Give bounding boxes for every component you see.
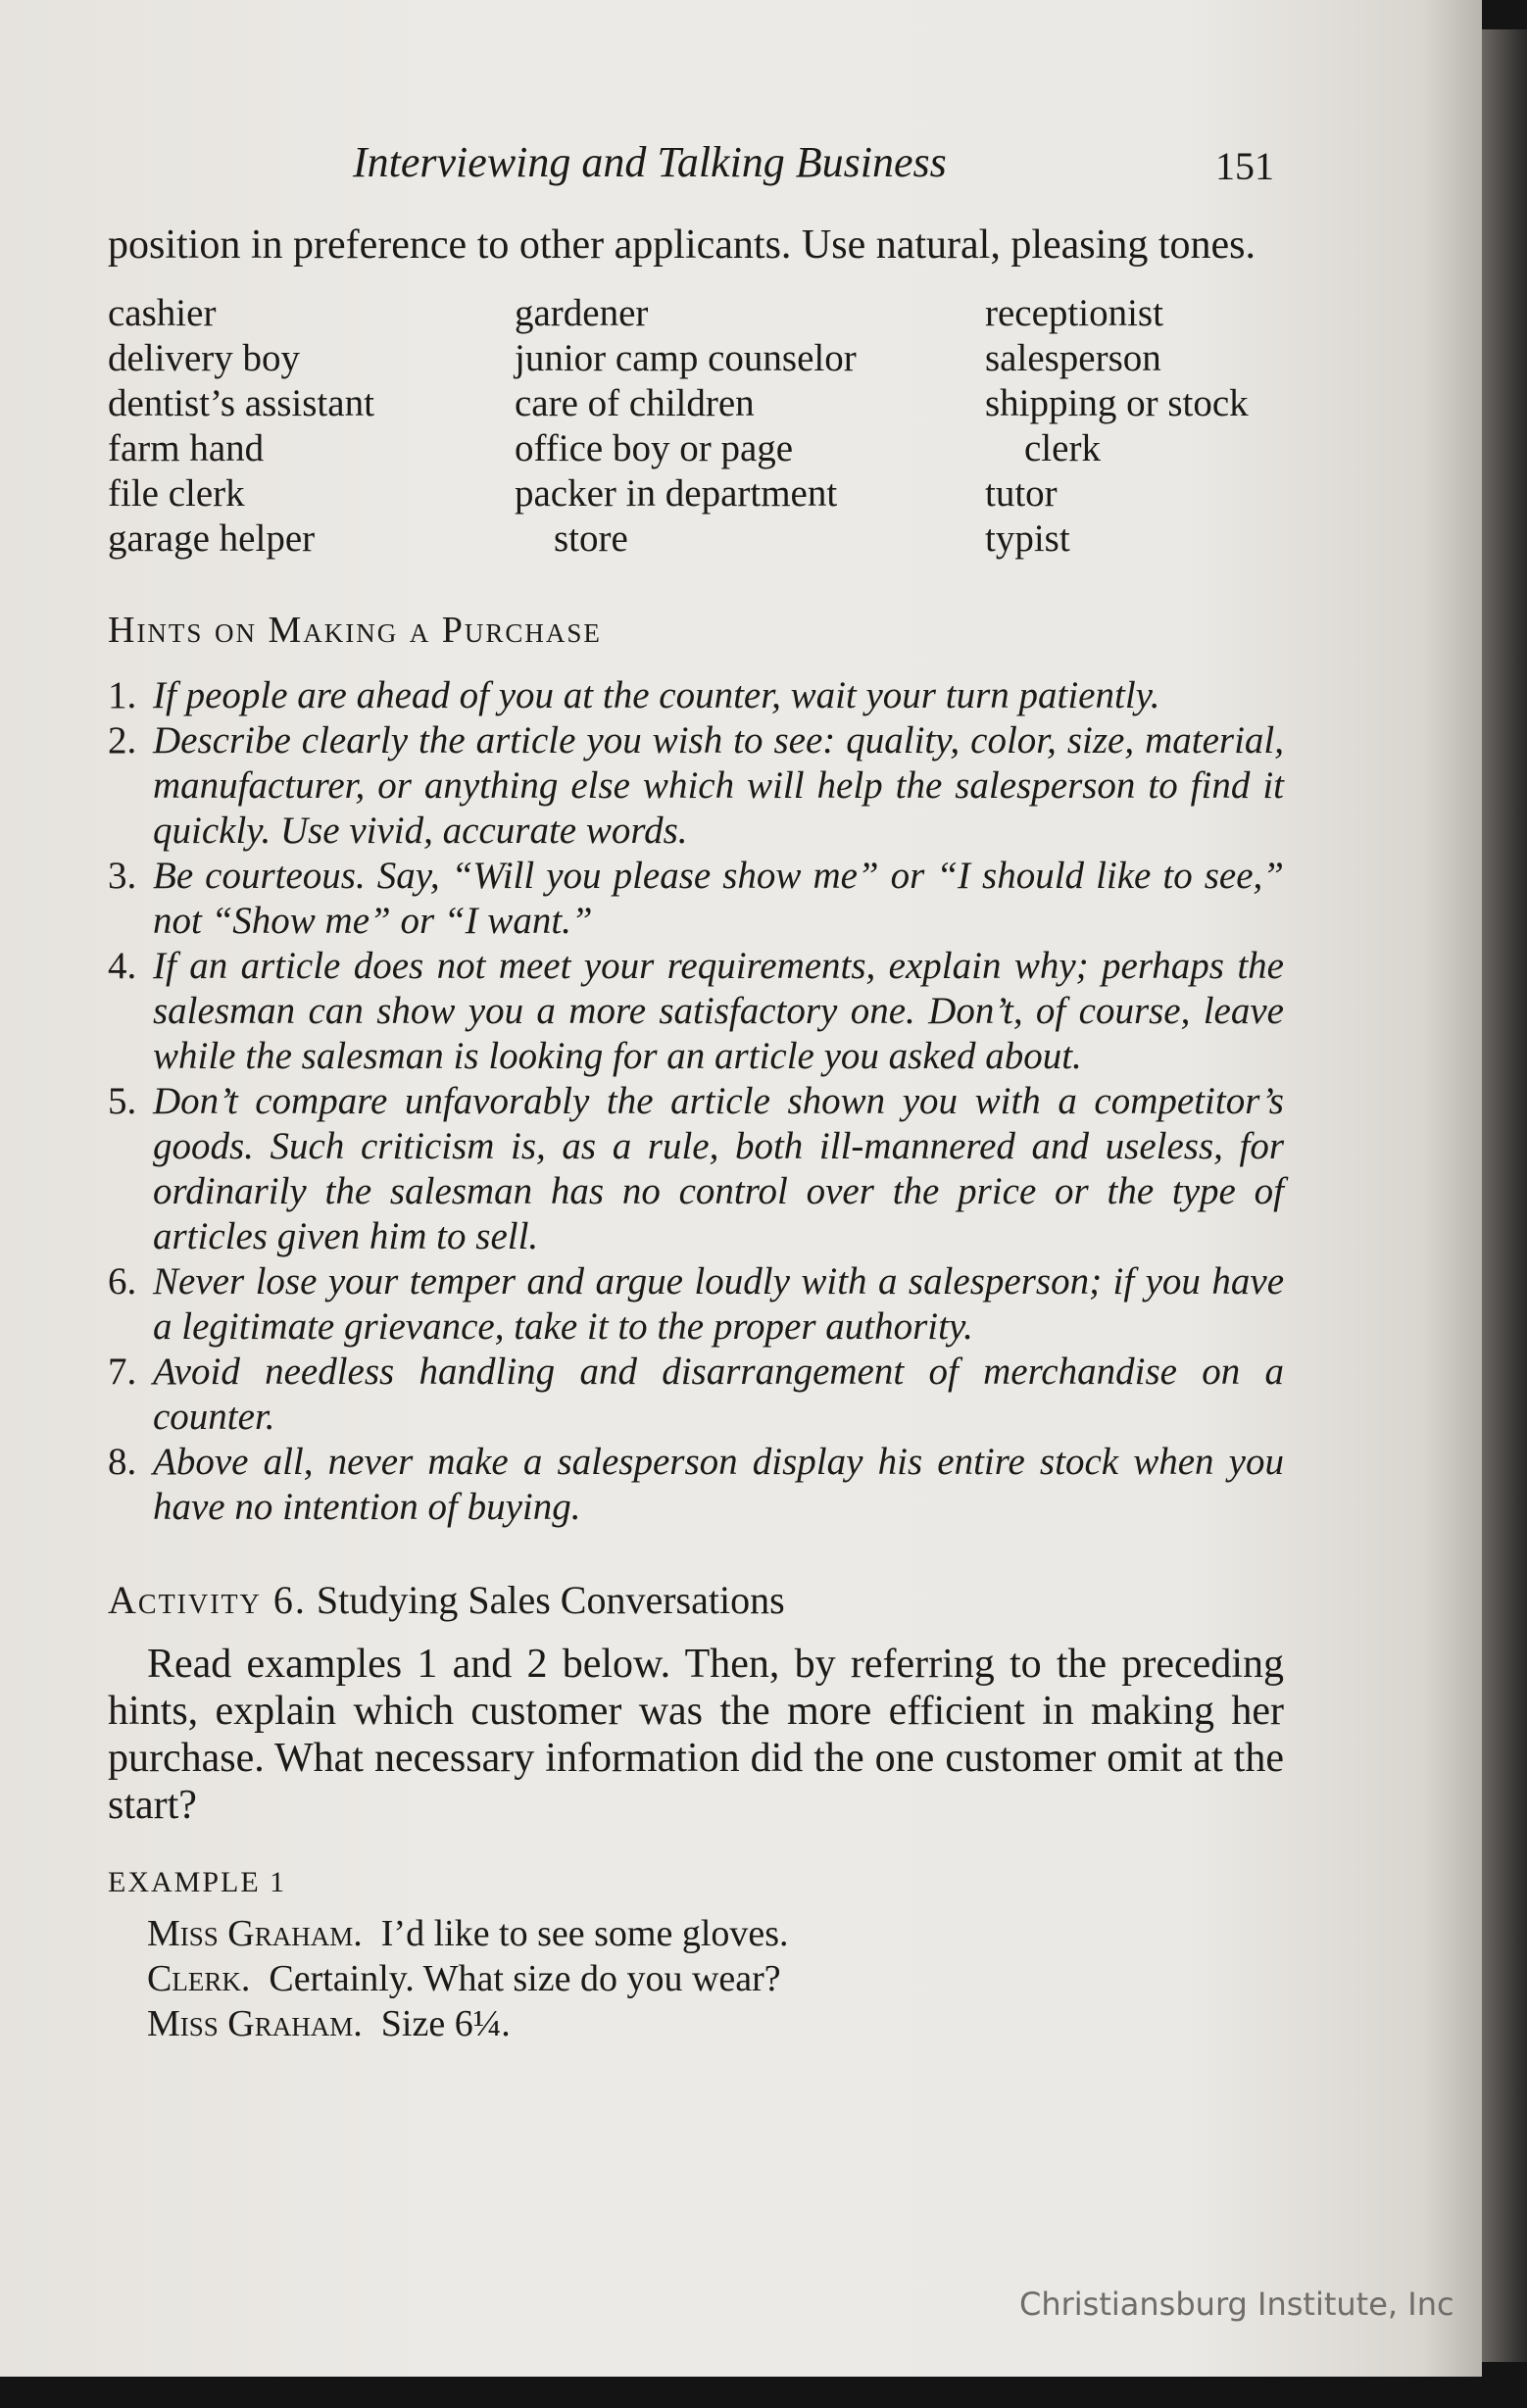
job-item: farm hand bbox=[108, 427, 265, 469]
running-title: Interviewing and Talking Business bbox=[353, 138, 947, 186]
activity-heading bbox=[108, 1577, 1284, 1623]
hint-number: 8. bbox=[108, 1441, 137, 1483]
example-dialog bbox=[108, 1911, 1284, 2046]
page-number: 151 bbox=[1215, 144, 1274, 188]
hint-number: 4. bbox=[108, 945, 137, 987]
job-item: junior camp counselor bbox=[515, 337, 857, 379]
dialog-speaker: Miss Graham. bbox=[147, 2003, 363, 2044]
job-item: gardener bbox=[515, 292, 649, 334]
dialog-speaker: Clerk. bbox=[147, 1958, 251, 1999]
dialog-text: Size 6¼. bbox=[380, 2003, 511, 2044]
job-item: cashier bbox=[108, 292, 217, 334]
job-item: salesperson bbox=[985, 337, 1161, 379]
job-column-2 bbox=[515, 291, 985, 562]
hint-text: Never lose your temper and argue loudly with a salesperson; if you have a legitimate grievance, take it to the proper authority. bbox=[153, 1260, 1284, 1348]
job-column-3 bbox=[985, 291, 1279, 562]
example-label: EXAMPLE 1 bbox=[108, 1866, 287, 1898]
dialog-text: I’d like to see some gloves. bbox=[380, 1913, 789, 1954]
job-item: care of children bbox=[515, 382, 755, 424]
hint-item bbox=[108, 1350, 1284, 1440]
job-item: delivery boy bbox=[108, 337, 301, 379]
job-item: file clerk bbox=[108, 472, 245, 515]
hint-text: If an article does not meet your requirements, explain why; perhaps the salesman can show you a more satisfactory one. Don’t, of course, leave while the salesman is looking for an article you asked about. bbox=[153, 945, 1284, 1077]
dialog-line bbox=[147, 1911, 1284, 1956]
job-item: office boy or page bbox=[515, 427, 794, 469]
activity-body: Read examples 1 and 2 below. Then, by referring to the preceding hints, explain which customer was the more efficient in making her purchase. What necessary information did the one customer omit at the start? bbox=[108, 1642, 1284, 1828]
job-item: store bbox=[554, 517, 628, 560]
hint-number: 7. bbox=[108, 1351, 137, 1393]
job-item: tutor bbox=[985, 472, 1058, 515]
hint-number: 5. bbox=[108, 1080, 137, 1122]
job-item: packer in department bbox=[515, 472, 838, 515]
hints-list bbox=[108, 673, 1284, 1530]
hint-text: Avoid needless handling and disarrangement of merchandise on a counter. bbox=[153, 1351, 1284, 1438]
hint-number: 2. bbox=[108, 719, 137, 762]
dialog-speaker: Miss Graham. bbox=[147, 1913, 363, 1954]
job-item: dentist’s assistant bbox=[108, 382, 374, 424]
hint-text: If people are ahead of you at the counter, wait your turn patiently. bbox=[153, 674, 1160, 716]
hint-number: 3. bbox=[108, 855, 137, 897]
hint-item bbox=[108, 854, 1284, 944]
job-item: shipping or stock bbox=[985, 382, 1249, 424]
hint-text: Above all, never make a salesperson display his entire stock when you have no intention of buying. bbox=[153, 1441, 1284, 1528]
job-item: typist bbox=[985, 517, 1070, 560]
hint-item bbox=[108, 673, 1284, 718]
page-header bbox=[0, 137, 1482, 196]
book-edge bbox=[1482, 29, 1527, 2362]
hint-text: Be courteous. Say, “Will you please show me” or “I should like to see,” not “Show me” or “I want.” bbox=[153, 855, 1284, 942]
activity-label: Activity 6. bbox=[108, 1578, 307, 1622]
hint-number: 1. bbox=[108, 674, 137, 716]
job-column-1 bbox=[108, 291, 515, 562]
intro-paragraph: position in preference to other applicants. Use natural, pleasing tones. bbox=[108, 222, 1256, 268]
job-item: clerk bbox=[1024, 427, 1101, 469]
hint-item bbox=[108, 1440, 1284, 1530]
dialog-text: Certainly. What size do you wear? bbox=[269, 1958, 781, 1999]
hint-text: Don’t compare unfavorably the article shown you with a competitor’s goods. Such criticism is, as a rule, both ill-mannered and useless, for ordinarily the salesman has no control over the price or the type of articles given him to sell. bbox=[153, 1080, 1284, 1257]
page-content bbox=[108, 221, 1284, 2046]
watermark: Christiansburg Institute, Inc bbox=[1019, 2285, 1454, 2323]
hint-item bbox=[108, 1259, 1284, 1350]
hint-item bbox=[108, 1079, 1284, 1259]
hints-heading: Hints on Making a Purchase bbox=[108, 610, 602, 651]
job-item: receptionist bbox=[985, 292, 1163, 334]
activity-title: Studying Sales Conversations bbox=[316, 1578, 785, 1622]
hint-item bbox=[108, 718, 1284, 854]
dialog-line bbox=[147, 1956, 1284, 2001]
job-list bbox=[108, 291, 1284, 562]
hint-item bbox=[108, 944, 1284, 1079]
job-item: garage helper bbox=[108, 517, 316, 560]
dialog-line bbox=[147, 2001, 1284, 2046]
hint-number: 6. bbox=[108, 1260, 137, 1302]
hint-text: Describe clearly the article you wish to see: quality, color, size, material, manufacturer, or anything else which will help the salesperson to find it quickly. Use vivid, accurate words. bbox=[153, 719, 1284, 852]
